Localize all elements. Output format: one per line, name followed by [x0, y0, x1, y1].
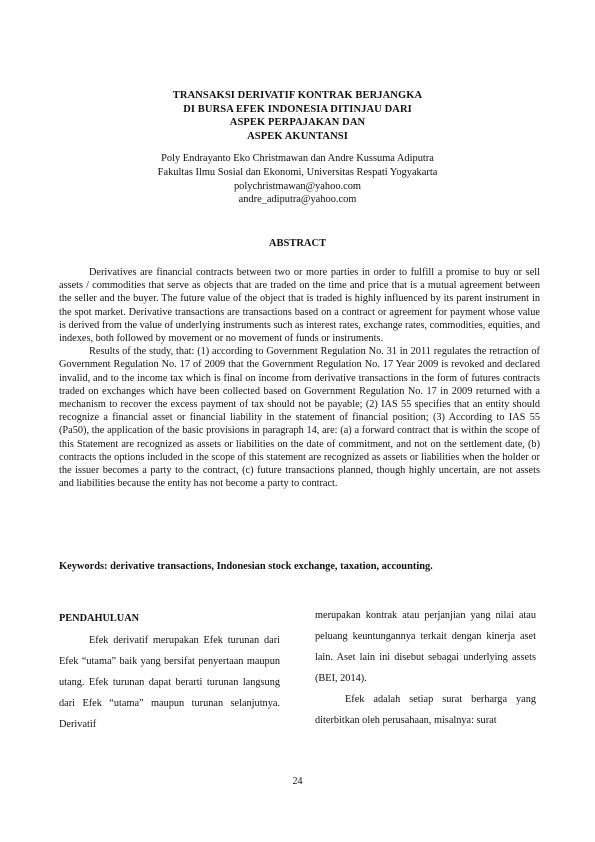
abstract-paragraph: Results of the study, that: (1) according to Government Regulation No. 31 in 2011 regulates the retraction of Government Regulation No. 17 of 2009 that the Government Regulation No. 17 Year 2009 is revoked and declared invalid, and to the income tax which is final on income from derivative transactions in the form of futures contracts traded on exchanges which have been collected based on Government Regulation No. 17 in 2009 returned with a mechanism to recover the excess payment of tax should not be payable; (2) IAS 55 specifies that an entity should recognize a financial asset or financial liability in the statement of financial position; (3) According to IAS 55 (Pa50), the application of the basic provisions in paragraph 14, are: (a) a forward contract that is within the scope of this Statement are recognized as assets or liabilities on the date of commitment, and not on the settlement date, (b) contracts the options included in the scope of this statement are recognized as assets or liabilities when the holder or the issuer becomes a party to the contract, (c) future transactions planned, though highly uncertain, are not assets and liabilities because the entity has not become a party to contract. [59, 346, 540, 490]
title-line: TRANSAKSI DERIVATIF KONTRAK BERJANGKA [172, 90, 423, 101]
author-affiliation: Fakultas Ilmu Sosial dan Ekonomi, Universitas Respati Yogyakarta [157, 166, 438, 178]
abstract-body [59, 266, 540, 490]
author-names: Poly Endrayanto Eko Christmawan dan Andre Kussuma Adiputra [161, 153, 434, 164]
body-paragraph: Efek derivatif merupakan Efek turunan dari Efek “utama” baik yang bersifat penyertaan maupun utang. Efek turunan dapat berarti turunan langsung dari Efek “utama” maupun turunan selanjutnya. Derivatif [59, 635, 280, 730]
title-line: ASPEK PERPAJAKAN DAN [229, 117, 366, 128]
left-column [59, 612, 280, 735]
body-paragraph: Efek adalah setiap surat berharga yang diterbitkan oleh perusahaan, misalnya: surat [315, 694, 536, 726]
author-email: polychristmawan@yahoo.com [233, 180, 361, 192]
body-paragraph: merupakan kontrak atau perjanjian yang nilai atau peluang keuntungannya terkait dengan kinerja aset lain. Aset lain ini disebut sebagai underlying assets (BEI, 2014). [315, 610, 536, 684]
author-block [80, 152, 515, 207]
page-number: 24 [292, 776, 303, 787]
abstract-heading: ABSTRACT [268, 238, 327, 249]
paper-title [100, 89, 495, 143]
abstract-paragraph: Derivatives are financial contracts between two or more parties in order to fulfill a promise to buy or sell assets / commodities that serve as objects that are traded on the time and price that is a mutual agreement between the seller and the buyer. The future value of the object that is traded is highly influenced by its parent instrument in the spot market. Derivative transactions are transactions based on a contract or agreement for payment whose value is derived from the value of underlying instruments such as interest rates, exchange rates, commodities, equities, and indexes, both followed by movement or no movement of funds or instruments. [59, 267, 540, 345]
title-line: ASPEK AKUNTANSI [247, 130, 348, 142]
keywords: Keywords: derivative transactions, Indonesian stock exchange, taxation, accounting. [59, 561, 433, 572]
section-heading: PENDAHULUAN [59, 613, 140, 624]
title-line: DI BURSA EFEK INDONESIA DITINJAU DARI [183, 103, 412, 115]
author-email: andre_adiputra@yahoo.com [238, 194, 357, 206]
right-column [315, 605, 536, 731]
